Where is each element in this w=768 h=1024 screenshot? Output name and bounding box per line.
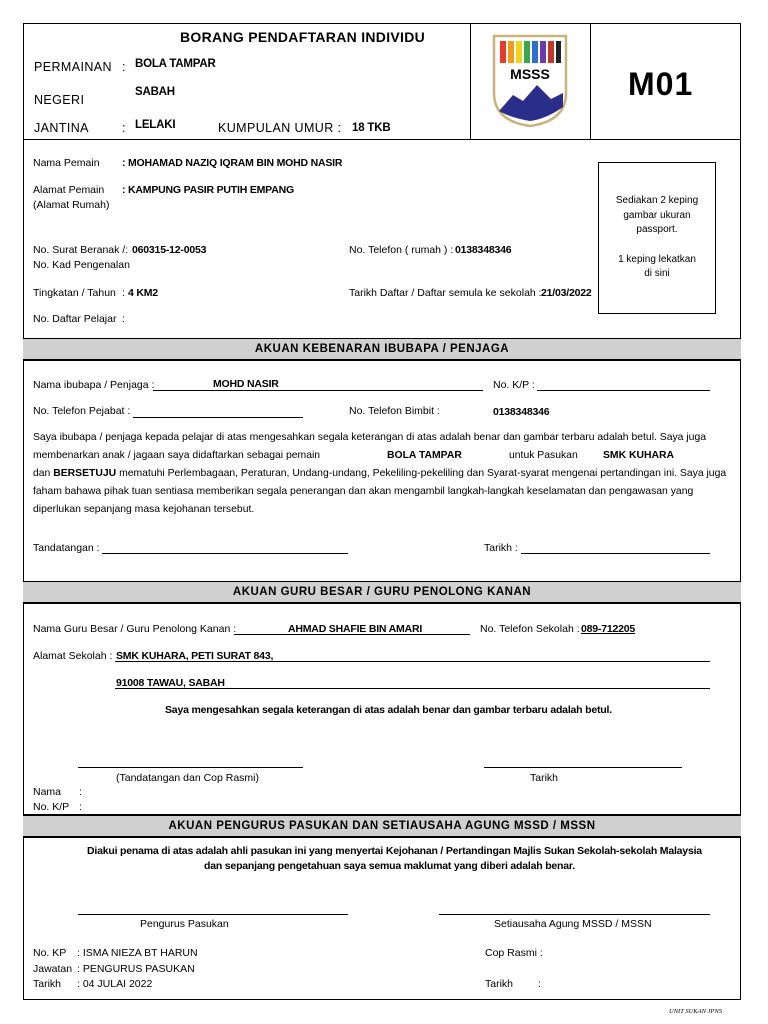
daftar-pelajar-colon: :: [122, 313, 125, 325]
daftar-pelajar-label: No. Daftar Pelajar: [33, 313, 117, 325]
manager-jawatan-value: : PENGURUS PASUKAN: [77, 963, 195, 975]
nama-pemain-value: : MOHAMAD NAZIQ IQRAM BIN MOHD NASIR: [122, 157, 343, 169]
cop-rasmi-label: Cop Rasmi :: [485, 947, 543, 959]
manager-section-title: AKUAN PENGURUS PASUKAN DAN SETIAUSAHA AGUNG MSSD / MSSN: [23, 815, 741, 837]
tel-sekolah-value: 089-712205: [581, 623, 636, 635]
tel-pejabat-label: No. Telefon Pejabat :: [33, 405, 131, 417]
manager-tarikh2-label: Tarikh: [485, 978, 514, 990]
tel-bimbit-label: No. Telefon Bimbit :: [349, 405, 440, 417]
form-title: BORANG PENDAFTARAN INDIVIDU: [180, 29, 426, 45]
parent-para-line-2: [33, 447, 730, 465]
alamat-pemain-label: Alamat Pemain: [33, 184, 105, 196]
parent-para-2d: SMK KUHARA: [603, 450, 674, 461]
setiausaha-label: Setiausaha Agung MSSD / MSSN: [494, 918, 652, 930]
tandatangan-line[interactable]: [102, 553, 348, 554]
tandatangan-label: Tandatangan :: [33, 542, 100, 554]
parent-tarikh-line[interactable]: [521, 553, 710, 554]
alamat-pemain-value: : KAMPUNG PASIR PUTIH EMPANG: [122, 184, 294, 196]
manager-tarikh2-colon: :: [538, 978, 541, 990]
alamat-sekolah-value-1: SMK KUHARA, PETI SURAT 843,: [116, 650, 274, 662]
parent-para-line-5: diperlukan sepanjang masa kejohanan tersebut.: [33, 504, 255, 515]
photo-text-2: gambar ukuran: [623, 209, 691, 221]
manager-statement-1: Diakui penama di atas adalah ahli pasukan ini yang menyertai Kejohanan / Pertandingan Majlis Sukan Sekolah-sekolah Malaysia: [87, 845, 702, 857]
manager-jawatan-label: Jawatan: [33, 963, 73, 975]
photo-text-1: Sediakan 2 keping: [615, 195, 699, 206]
kad-pengenalan-label: No. Kad Pengenalan: [33, 259, 130, 271]
parent-para-line-3: [33, 465, 730, 483]
parent-declaration: [33, 429, 730, 519]
guru-besar-value: AHMAD SHAFIE BIN AMARI: [288, 623, 423, 635]
jantina-label: JANTINA: [34, 121, 89, 135]
manager-statement-2: dan sepanjang pengetahuan saya semua maklumat yang diberi adalah benar.: [204, 860, 575, 872]
kumpulan-umur-value: 18 TKB: [352, 122, 391, 134]
parent-para-3b: BERSETUJU: [53, 468, 117, 479]
photo-instructions: [598, 194, 716, 282]
nama-pemain-label: Nama Pemain: [33, 157, 100, 169]
jantina-value: LELAKI: [135, 119, 176, 131]
photo-text-4: 1 keping lekatkan: [618, 253, 696, 265]
principal-tarikh-label: Tarikh: [530, 772, 559, 784]
svg-text:MSSS: MSSS: [510, 66, 550, 82]
tel-bimbit-value: 0138348346: [493, 406, 550, 418]
manager-kp-label: No. KP: [33, 947, 67, 959]
alamat-sekolah-label: Alamat Sekolah :: [33, 650, 113, 662]
footer-text: UNIT SUKAN JPNS: [669, 1008, 722, 1015]
principal-nama-colon: :: [79, 786, 82, 798]
principal-kp-colon: :: [79, 801, 82, 810]
principal-nama-label: Nama: [33, 786, 62, 798]
negeri-value: SABAH: [135, 86, 175, 98]
negeri-label: NEGERI: [34, 93, 85, 107]
principal-kp-label: No. K/P: [33, 801, 70, 810]
parent-para-2a: membenarkan anak / jagaan saya didaftarkan sebagai pemain: [33, 450, 321, 461]
pengurus-sign-line[interactable]: [78, 914, 348, 915]
parent-para-2c: untuk Pasukan: [509, 450, 578, 461]
msss-logo: [491, 33, 569, 129]
principal-statement: Saya mengesahkan segala keterangan di atas adalah benar dan gambar terbaru adalah betul.: [165, 704, 612, 716]
telefon-rumah-value: 0138348346: [455, 244, 512, 256]
parent-para-3a: dan: [33, 468, 51, 479]
tel-pejabat-line[interactable]: [133, 417, 303, 418]
parent-para-line-1: Saya ibubapa / penjaga kepada pelajar di atas mengesahkan segala keterangan di atas adalah benar dan gambar terbaru adalah betul. Saya juga: [33, 432, 706, 443]
kumpulan-umur-label: KUMPULAN UMUR :: [218, 121, 342, 135]
tarikh-daftar-label: Tarikh Daftar / Daftar semula ke sekolah :: [349, 287, 542, 299]
parent-para-2b: BOLA TAMPAR: [387, 450, 462, 461]
alamat-sekolah-value-2: 91008 TAWAU, SABAH: [116, 677, 225, 689]
permainan-value: BOLA TAMPAR: [135, 58, 216, 70]
permainan-colon: :: [122, 60, 126, 74]
tel-sekolah-label: No. Telefon Sekolah :: [480, 623, 580, 635]
parent-para-3c: mematuhi Perlembagaan, Peraturan, Undang-undang, Pekeliling-pekeliling dan Syarat-syarat mengenai pertandingan ini. Saya juga: [119, 468, 727, 479]
photo-text-5: di sini: [644, 268, 670, 279]
principal-tarikh-line[interactable]: [484, 767, 682, 768]
telefon-rumah-label: No. Telefon ( rumah ) :: [349, 244, 454, 256]
tingkatan-colon: :: [122, 287, 125, 299]
parent-section-title: AKUAN KEBENARAN IBUBAPA / PENJAGA: [23, 338, 741, 360]
manager-tarikh-label: Tarikh: [33, 978, 62, 990]
header-divider-1: [470, 23, 471, 140]
kp-ibubapa-line[interactable]: [537, 390, 710, 391]
nama-ibubapa-label: Nama ibubapa / Penjaga :: [33, 379, 155, 391]
header-divider-2: [590, 23, 591, 140]
alamat-rumah-sub: (Alamat Rumah): [33, 199, 110, 211]
manager-tarikh-value: : 04 JULAI 2022: [77, 978, 153, 990]
parent-para-line-4: faham bahawa pihak tuan sentiasa memberikan segala penerangan dan akan mengambil langkah-langkah keselamatan dan pengawasan yang: [33, 486, 694, 497]
principal-section-title: AKUAN GURU BESAR / GURU PENOLONG KANAN: [23, 581, 741, 603]
setiausaha-sign-line[interactable]: [439, 914, 710, 915]
jantina-colon: :: [122, 121, 126, 135]
guru-besar-label: Nama Guru Besar / Guru Penolong Kanan :: [33, 623, 237, 635]
nama-ibubapa-line[interactable]: [153, 390, 483, 391]
form-code: M01: [628, 66, 694, 102]
principal-sign-line[interactable]: [78, 767, 303, 768]
photo-text-3: passport.: [636, 224, 678, 235]
kp-ibubapa-label: No. K/P :: [493, 379, 535, 391]
nama-ibubapa-value: MOHD NASIR: [213, 378, 279, 390]
surat-beranak-label: No. Surat Beranak /:: [33, 244, 129, 256]
surat-beranak-value: 060315-12-0053: [132, 244, 207, 256]
parent-tarikh-label: Tarikh :: [484, 542, 518, 554]
tingkatan-label: Tingkatan / Tahun: [33, 287, 116, 299]
principal-sign-label: (Tandatangan dan Cop Rasmi): [116, 772, 260, 784]
manager-kp-value: : ISMA NIEZA BT HARUN: [77, 947, 198, 959]
pengurus-label: Pengurus Pasukan: [140, 918, 229, 930]
tarikh-daftar-value: 21/03/2022: [541, 287, 592, 299]
tingkatan-value: 4 KM2: [128, 287, 158, 299]
permainan-label: PERMAINAN: [34, 60, 112, 74]
